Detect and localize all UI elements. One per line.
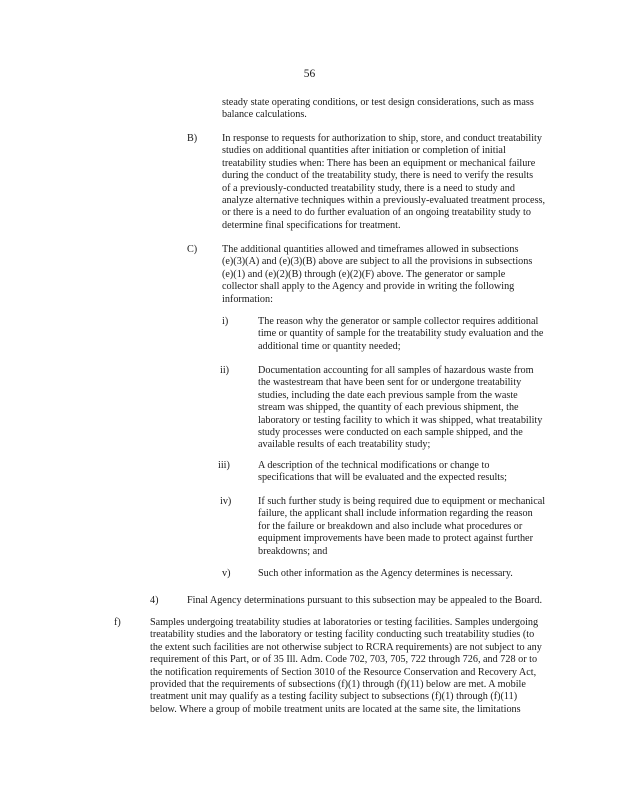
text-line: during the conduct of the treatability study, there is need to verify the results (222, 170, 534, 182)
text-line: additional time or quantity needed; (258, 340, 401, 352)
subitem-i-label: i) (222, 316, 229, 327)
text-line: treatment unit may qualify as a testing facility subject to subsections (f)(1) through (f)(11) (150, 691, 518, 703)
text-line: balance calculations. (222, 109, 307, 121)
text-line: stream was shipped, the quantity of each previous shipment, the (258, 402, 519, 414)
intro-continuation (222, 97, 552, 122)
text-line: A description of the technical modifications or change to (258, 460, 490, 471)
item-4-label: 4) (150, 595, 159, 606)
subitem-v-paragraph (258, 568, 558, 580)
text-line: requirement of this Part, or of 35 Ill. Adm. Code 702, 703, 705, 722 through 726, and 728 or to (150, 654, 538, 666)
text-line: The additional quantities allowed and timeframes allowed in subsections (222, 244, 519, 255)
text-line: for the failure or breakdown and also include what procedures or (258, 520, 523, 532)
text-line: available results of each treatability study; (258, 439, 431, 451)
text-line: time or quantity of sample for the treatability study evaluation and the (258, 328, 544, 340)
item-c-label: C) (187, 244, 198, 255)
text-line: Final Agency determinations pursuant to this subsection may be appealed to the Board. (187, 595, 543, 606)
text-line: study processes were conducted on each sample shipped, and the (258, 427, 523, 439)
item-c-paragraph (222, 244, 552, 306)
text-line: studies on additional quantities after initiation or completion of initial (222, 145, 506, 157)
text-line: equipment improvements have been made to protect against further (258, 533, 533, 545)
text-line: the extent such facilities are not otherwise subject to RCRA requirements) are not subject to any (150, 641, 542, 653)
item-f-paragraph (150, 617, 560, 716)
text-line: specifications that will be evaluated and the expected results; (258, 472, 507, 484)
text-line: provided that the requirements of subsections (f)(1) through (f)(11) below are met. A mobile (150, 679, 526, 691)
text-line: In response to requests for authorization to ship, store, and conduct treatability (222, 133, 542, 144)
item-f-label: f) (114, 617, 121, 628)
page-number: 56 (303, 68, 316, 80)
text-line: analyze alternative techniques within a previously-evaluated treatment process, (222, 195, 546, 207)
text-line: The reason why the generator or sample collector requires additional (258, 316, 539, 327)
text-line: failure, the applicant shall include information regarding the reason (258, 508, 533, 520)
text-line: (e)(1) and (e)(2)(B) through (e)(2)(F) above. The generator or sample (222, 268, 506, 280)
text-line: treatability studies when: There has been an equipment or mechanical failure (222, 157, 536, 169)
subitem-iii-label: iii) (218, 460, 230, 471)
text-line: of a previously-conducted treatability study, there is a need to study and (222, 182, 515, 194)
text-line: the wastestream that have been sent for or undergone treatability (258, 377, 522, 389)
item-b-label: B) (187, 133, 198, 144)
subitem-ii-label: ii) (220, 365, 230, 376)
subitem-i-paragraph (258, 316, 558, 353)
text-line: Documentation accounting for all samples of hazardous waste from (258, 365, 534, 376)
subitem-v-label: v) (222, 568, 231, 579)
text-line: information: (222, 293, 273, 305)
text-line: Such other information as the Agency determines is necessary. (258, 568, 513, 579)
subitem-ii-paragraph (258, 365, 558, 452)
text-line: treatability studies and the laboratory or testing facility conducting such treatability studies (to (150, 629, 535, 641)
text-line: steady state operating conditions, or test design considerations, such as mass (222, 97, 534, 108)
text-line: below. Where a group of mobile treatment units are located at the same site, the limitations (150, 703, 521, 715)
text-line: determine final specifications for treatment. (222, 219, 401, 231)
text-line: the notification requirements of Section 3010 of the Resource Conservation and Recovery Act, (150, 666, 537, 678)
subitem-iv-paragraph (258, 496, 558, 558)
text-line: or there is a need to do further evaluation of an ongoing treatability study to (222, 207, 531, 219)
text-line: Samples undergoing treatability studies at laboratories or testing facilities. Samples undergoing (150, 617, 539, 628)
text-line: laboratory or testing facility to which it was shipped, what treatability (258, 414, 543, 426)
item-4-paragraph (187, 595, 557, 607)
item-b-paragraph (222, 133, 552, 232)
text-line: (e)(3)(A) and (e)(3)(B) above are subject to all the provisions in subsections (222, 256, 533, 268)
text-line: breakdowns; and (258, 545, 328, 557)
text-line: collector shall apply to the Agency and provide in writing the following (222, 281, 515, 293)
text-line: studies, including the date each previous sample from the waste (258, 389, 518, 401)
subitem-iii-paragraph (258, 460, 558, 485)
subitem-iv-label: iv) (220, 496, 232, 507)
text-line: If such further study is being required due to equipment or mechanical (258, 496, 546, 507)
